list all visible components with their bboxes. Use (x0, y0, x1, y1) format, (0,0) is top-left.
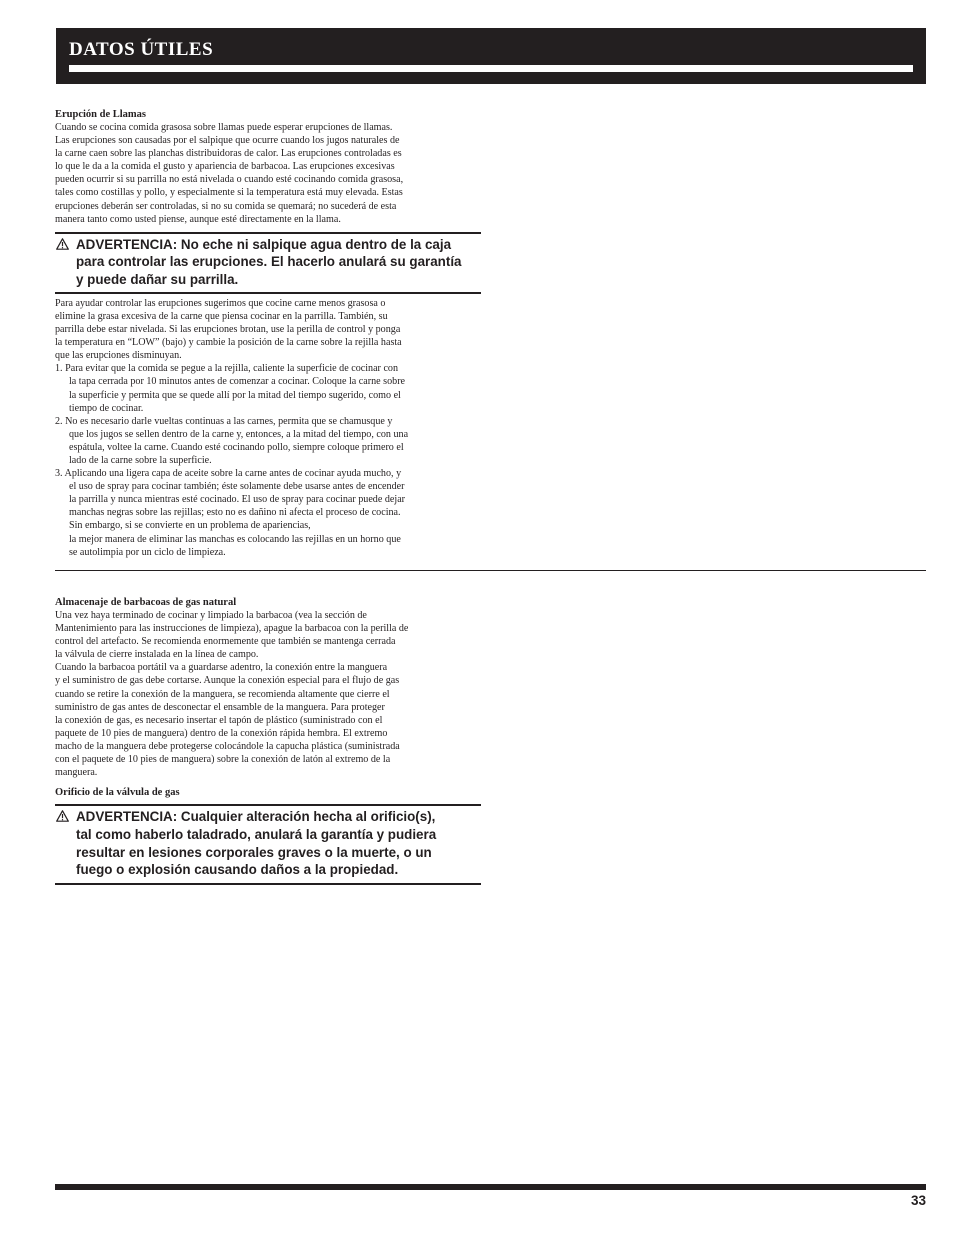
warning-line: fuego o explosión causando daños a la propiedad. (76, 862, 399, 878)
text-line: lado de la carne sobre la superficie. (69, 454, 212, 466)
text-line: lo que le da a la comida el gusto y apariencia de barbacoa. Las erupciones excesivas (55, 161, 395, 173)
text-line: espátula, voltee la carne. Cuando esté cocinando pollo, siempre coloque primero el (69, 441, 404, 453)
text-line: manchas negras sobre las rejillas; esto no es dañino ni afecta el proceso de cocina. (69, 507, 401, 519)
text-line: erupciones deberán ser controladas, si no su comida se quemará; no sucederá de esta (55, 200, 397, 212)
text-line: Mantenimiento para las instrucciones de limpieza), apague la barbacoa con la perilla de (55, 623, 409, 635)
list-item (55, 467, 481, 559)
flare-list (55, 362, 481, 558)
header-bar (56, 28, 926, 84)
text-line: con el paquete de 10 pies de manguera) sobre la conexión de latón al extremo de la (55, 754, 391, 766)
orifice-subtitle: Orificio de la válvula de gas (55, 787, 180, 799)
text-line: y el suministro de gas debe cortarse. Aunque la conexión especial para el flujo de gas (55, 675, 400, 687)
list-item-first-line: 3. Aplicando una ligera capa de aceite sobre la carne antes de cocinar ayuda mucho, y (55, 468, 402, 480)
text-line: la mejor manera de eliminar las manchas es colocando las rejillas en un horno que (69, 533, 401, 545)
warning-line: y puede dañar su parrilla. (76, 272, 239, 288)
text-line: control del artefacto. Se recomienda enormemente que también se mantenga cerrada (55, 636, 396, 648)
page-title: DATOS ÚTILES (69, 39, 214, 60)
text-line: cuando se retire la conexión de la manguera, se recomienda altamente que cierre el (55, 688, 390, 700)
text-line: Cuando se cocina comida grasosa sobre llamas puede esperar erupciones de llamas. (55, 122, 393, 133)
storage-title: Almacenaje de barbacoas de gas natural (55, 597, 237, 608)
warning-line: resultar en lesiones corporales graves o la muerte, o un (76, 844, 432, 860)
warning-line: para controlar las erupciones. El hacerlo anulará su garantía (76, 254, 462, 270)
text-line: que los jugos se sellen dentro de la carne y, entonces, a la mitad del tiempo, con una (69, 428, 409, 440)
flare-title: Erupción de Llamas (55, 109, 147, 120)
text-line: Para ayudar controlar las erupciones sugerimos que cocine carne menos grasosa o (55, 297, 386, 309)
text-line: la parrilla y nunca mientras esté cocinado. El uso de spray para cocinar puede dejar (69, 494, 406, 506)
orifice-warning (55, 804, 481, 885)
flare-intro (55, 121, 481, 226)
text-line: pueden ocurrir si su parrilla no está nivelada o cuando esté cocinando comida grasosa, (55, 174, 404, 186)
list-item (55, 415, 481, 467)
warning-line: tal como haberlo taladrado, anulará la garantía y pudiera (76, 826, 437, 842)
text-line: Sin embargo, si se convierte en un problema de apariencias, (69, 520, 311, 532)
text-line: manguera. (55, 767, 98, 779)
text-line: Cuando la barbacoa portátil va a guardarse adentro, la conexión entre la manguera (55, 662, 388, 674)
text-line: manera tanto como usted piense, aunque esté directamente en la llama. (55, 213, 341, 225)
text-line: tales como costillas y pollo, y especialmente si la temperatura está muy elevada. Estas (55, 187, 403, 199)
text-line: el uso de spray para cocinar también; éste solamente debe usarse antes de encender (69, 481, 405, 493)
section-divider (55, 570, 926, 571)
storage-body (55, 609, 481, 779)
flare-section (55, 108, 481, 559)
warning-line: ADVERTENCIA: Cualquier alteración hecha al orificio(s), (76, 809, 436, 825)
text-line: la superficie y permita que se quede allí por la mitad del tiempo sugerido, como el (69, 389, 401, 401)
text-line: la carne caen sobre las planchas distribuidoras de calor. Las erupciones controladas es (55, 148, 402, 160)
text-line: la válvula de cierre instalada en la línea de campo. (55, 649, 259, 661)
text-line: suministro de gas antes de desconectar el ensamble de la manguera. Para proteger (55, 701, 385, 713)
page-number: 33 (910, 1193, 926, 1208)
text-line: elimine la grasa excesiva de la carne que piensa cocinar en la parrilla. También, su (55, 310, 388, 322)
warning-triangle-icon (56, 238, 69, 250)
text-line: paquete de 10 pies de manguera) dentro de la conexión rápida hembra. El extremo (55, 727, 388, 739)
flare-body (55, 297, 481, 362)
header-rule (69, 65, 913, 72)
text-line: la temperatura en “LOW” (bajo) y cambie la posición de la carne sobre la rejilla hasta (55, 337, 402, 349)
flare-warning (55, 232, 481, 294)
text-line: parrilla debe estar nivelada. Si las erupciones brotan, use la perilla de control y ponga (55, 324, 401, 336)
text-line: se autolimpia por un ciclo de limpieza. (69, 546, 226, 558)
list-item-first-line: 2. No es necesario darle vueltas continuas a las carnes, permita que se chamusque y (55, 415, 393, 427)
storage-section (55, 596, 481, 885)
text-line: tiempo de cocinar. (69, 402, 144, 414)
text-line: que las erupciones disminuyan. (55, 350, 182, 362)
text-line: Una vez haya terminado de cocinar y limpiado la barbacoa (vea la sección de (55, 610, 367, 621)
warning-triangle-icon (56, 810, 69, 822)
text-line: macho de la manguera debe protegerse colocándole la capucha plástica (suministrada (55, 740, 400, 752)
footer-bar (55, 1184, 926, 1190)
text-line: la tapa cerrada por 10 minutos antes de comenzar a cocinar. Coloque la carne sobre (69, 376, 406, 388)
list-item-first-line: 1. Para evitar que la comida se pegue a la rejilla, caliente la superficie de cocinar con (55, 363, 399, 375)
warning-line: ADVERTENCIA: No eche ni salpique agua dentro de la caja (76, 236, 452, 252)
text-line: Las erupciones son causadas por el salpique que ocurre cuando los jugos naturales de (55, 135, 400, 147)
list-item (55, 362, 481, 414)
text-line: la conexión de gas, es necesario insertar el tapón de plástico (suministrado con el (55, 714, 383, 726)
